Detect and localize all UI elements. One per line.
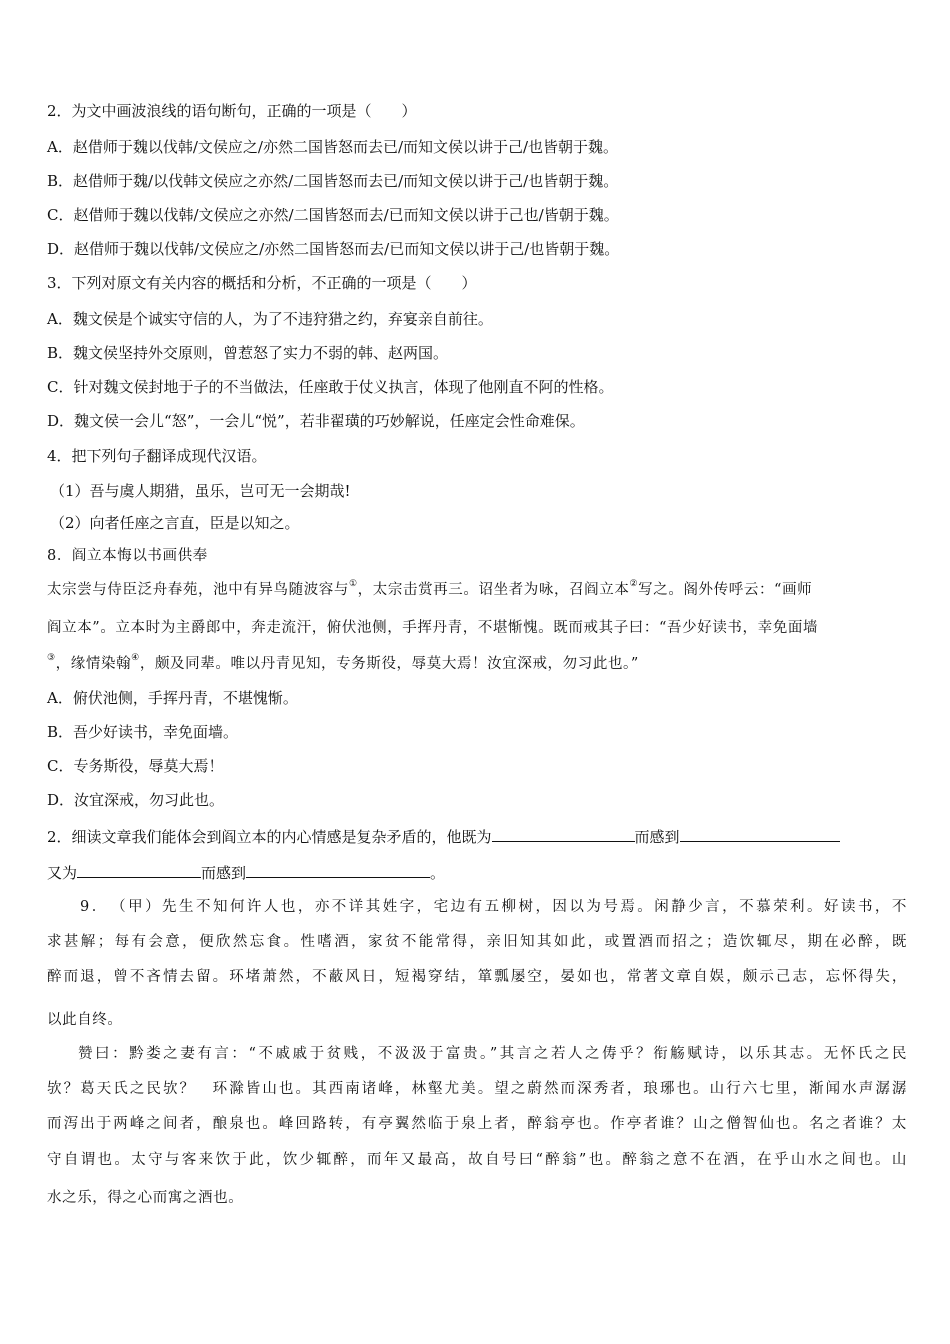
question-3-title: 3．下列对原文有关内容的概括和分析，不正确的一项是（ ） bbox=[47, 274, 477, 292]
question-8-sub-2-line-2: 又为 而感到 。 bbox=[47, 864, 446, 882]
footnote-2: ② bbox=[629, 579, 639, 590]
question-8-title: 8．阎立本悔以书画供奉 bbox=[47, 548, 208, 564]
zan-line-2: 欤？葛天氏之民欤？ 环滁皆山也。其西南诸峰，林壑尤美。望之蔚然而深秀者，琅琊也。山行六七里，渐闻水声潺潺 bbox=[47, 1081, 907, 1097]
question-8-option-d: D．汝宜深戒，勿习此也。 bbox=[47, 791, 225, 809]
question-3-option-c: C．针对魏文侯封地于子的不当做法，任座敢于仗义执言，体现了他刚直不阿的性格。 bbox=[47, 378, 614, 396]
zan-line-3: 而泻出于两峰之间者，酿泉也。峰回路转，有亭翼然临于泉上者，醉翁亭也。作亭者谁？山之僧智仙也。名之者谁？太 bbox=[47, 1116, 907, 1132]
question-3-option-d: D．魏文侯一会儿“怒”，一会儿“悦”，若非翟璜的巧妙解说，任座定会性命难保。 bbox=[47, 412, 585, 430]
question-8-option-a: A．俯伏池侧，手挥丹青，不堪愧惭。 bbox=[47, 689, 298, 707]
footnote-1: ① bbox=[349, 579, 358, 590]
question-9-line-2: 求甚解；每有会意，便欣然忘食。性嗜酒，家贫不能常得，亲旧知其如此，或置酒而招之；造饮辄尽，期在必醉，既 bbox=[47, 934, 907, 950]
question-4-item-1: （1）吾与虞人期猎，虽乐，岂可无一会期哉! bbox=[50, 482, 351, 500]
answer-blank-2[interactable] bbox=[680, 826, 840, 842]
question-8-passage-line-3: ③，缘情染翰④，颇及同辈。唯以丹青见知，专务斯役，辱莫大焉！汝宜深戒，勿习此也。” bbox=[47, 653, 639, 672]
question-8-option-b: B．吾少好读书，幸免面墙。 bbox=[47, 723, 239, 741]
question-8-sub-2-line-1: 2．细读文章我们能体会到阎立本的内心情感是复杂矛盾的，他既为 而感到 bbox=[47, 826, 907, 847]
question-8-option-c: C．专务斯役，辱莫大焉！ bbox=[47, 757, 224, 775]
question-3-option-b: B．魏文侯坚持外交原则，曾惹怒了实力不弱的韩、赵两国。 bbox=[47, 344, 449, 362]
question-2-option-b: B．赵借师于魏/以伐韩文侯应之亦然/二国皆怒而去已/而知文侯以讲于己/也皆朝于魏。 bbox=[47, 172, 619, 190]
question-3-option-a: A．魏文侯是个诚实守信的人，为了不违狩猎之约，弃宴亲自前往。 bbox=[47, 310, 493, 328]
question-4-title: 4．把下列句子翻译成现代汉语。 bbox=[47, 447, 267, 465]
answer-blank-1[interactable] bbox=[492, 826, 635, 842]
zan-line-1: 赞曰：黔娄之妻有言：“不戚戚于贫贱，不汲汲于富贵。”其言之若人之俦乎？衔觞赋诗，以乐其志。无怀氏之民 bbox=[78, 1046, 907, 1062]
question-9-line-3: 醉而退，曾不吝情去留。环堵萧然，不蔽风日，短褐穿结，箪瓢屡空，晏如也，常著文章自娱，颇示己志，忘怀得失， bbox=[47, 969, 907, 985]
question-2-option-d: D．赵借师于魏以伐韩/文侯应之/亦然二国皆怒而去/已而知文侯以讲于己/也皆朝于魏。 bbox=[47, 240, 620, 258]
question-9-line-1: 9． （甲）先生不知何许人也，亦不详其姓字，宅边有五柳树，因以为号焉。闲静少言，不慕荣利。好读书，不 bbox=[80, 899, 907, 915]
question-2-option-a: A．赵借师于魏以伐韩/文侯应之/亦然二国皆怒而去已/而知文侯以讲于己/也皆朝于魏。 bbox=[47, 138, 619, 156]
question-4-item-2: （2）向者任座之言直，臣是以知之。 bbox=[50, 514, 300, 532]
question-2-option-c: C．赵借师于魏以伐韩/文侯应之亦然/二国皆怒而去/已而知文侯以讲于己也/皆朝于魏。 bbox=[47, 206, 619, 224]
answer-blank-4[interactable] bbox=[246, 862, 430, 878]
question-9-line-4: 以此自终。 bbox=[47, 1012, 123, 1028]
question-8-passage-line-2: 阎立本”。立本时为主爵郎中，奔走流汗，俯伏池侧，手挥丹青，不堪惭愧。既而戒其子曰：“吾少好读书，幸免面墙 bbox=[47, 620, 819, 636]
footnote-3: ③ bbox=[47, 653, 56, 664]
answer-blank-3[interactable] bbox=[77, 862, 201, 878]
zan-line-4: 守自谓也。太守与客来饮于此，饮少辄醉，而年又最高，故自号曰“醉翁”也。醉翁之意不在酒，在乎山水之间也。山 bbox=[47, 1152, 907, 1168]
footnote-4: ④ bbox=[131, 653, 140, 664]
question-2-title: 2．为文中画波浪线的语句断句，正确的一项是（ ） bbox=[47, 102, 417, 120]
question-8-passage-line-1: 太宗尝与侍臣泛舟春苑，池中有异鸟随波容与①，太宗击赏再三。诏坐者为咏，召阎立本②写之。阁外传呼云：“画师 bbox=[47, 579, 813, 598]
zan-line-5: 水之乐，得之心而寓之酒也。 bbox=[47, 1190, 244, 1206]
